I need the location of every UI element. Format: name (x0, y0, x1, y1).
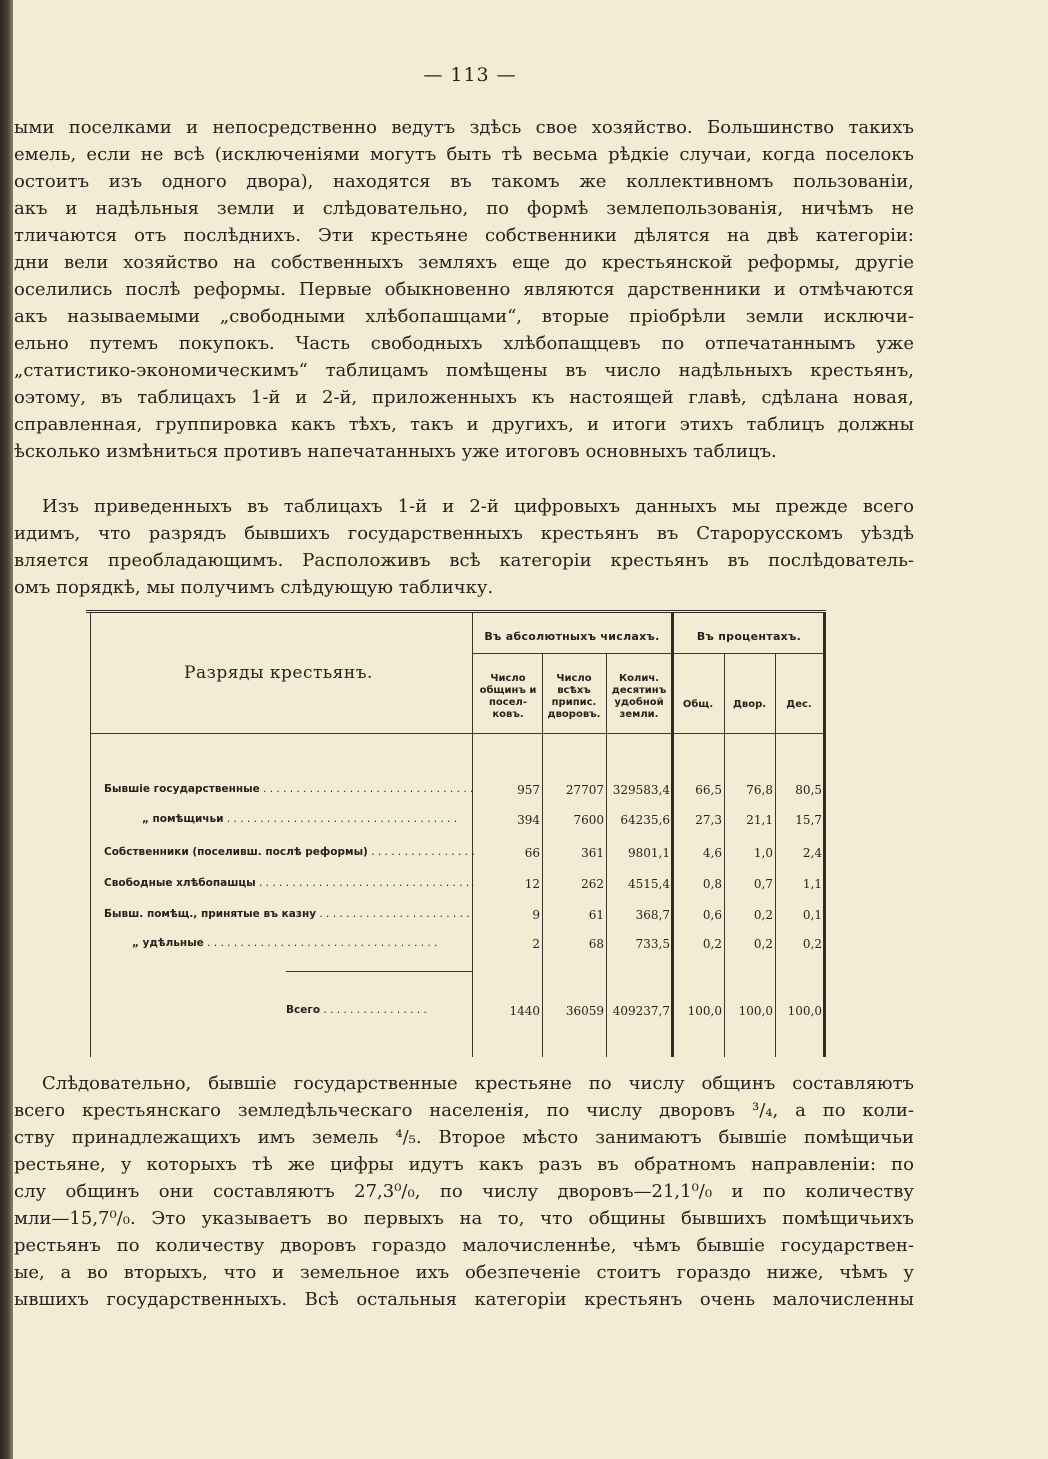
text-line: ству принадлежащихъ имъ земель ⁴/₅. Второе мѣсто занимаютъ бывшіе помѣщичьи (14, 1127, 914, 1148)
cell-pct-communities: 0,8 (702, 877, 722, 891)
cell-pct-communities: 0,6 (702, 908, 722, 922)
text-line: акъ называемыми „свободными хлѣбопашцами“, вторые пріобрѣли земли исключи- (14, 306, 914, 327)
text-line: „статистико-экономическимъ“ таблицамъ помѣщены въ число надѣльныхъ крестьянъ, (14, 360, 914, 381)
table-row (86, 783, 826, 803)
cell-land: 368,7 (635, 908, 670, 922)
cell-households: 68 (588, 937, 604, 951)
text-line: дни вели хозяйство на собственныхъ земляхъ еще до крестьянской реформы, другіе (14, 252, 914, 273)
col-header-pct-land: Дес. (786, 699, 812, 710)
text-line: слу общинъ они составляютъ 27,3⁰/₀, по числу дворовъ—21,1⁰/₀ и по количеству (14, 1181, 914, 1202)
cell-pct-land: 1,1 (802, 877, 822, 891)
table-row (86, 908, 826, 928)
cell-pct-communities: 66,5 (695, 783, 722, 797)
paragraph-2 (14, 493, 914, 601)
group-header-absolute: Въ абсолютныхъ числахъ. (484, 630, 660, 643)
text-line: идимъ, что разрядъ бывшихъ государственныхъ крестьянъ въ Старорусскомъ уѣздѣ (14, 523, 914, 544)
cell-households: 361 (581, 846, 604, 860)
cell-pct-communities: 0,2 (702, 937, 722, 951)
table-border-right (823, 613, 826, 1057)
text-line: рестьянъ по количеству дворовъ гораздо малочисленнѣе, чѣмъ бывшіе государствен- (14, 1235, 914, 1256)
cell-households: 262 (581, 877, 604, 891)
col-header-communities: Число общинъ и посел- ковъ. (479, 673, 537, 720)
col-header-pct-households: Двор. (732, 699, 767, 710)
cell-communities: 9 (532, 908, 540, 922)
row-label: Свободные хлѣбопашцы (104, 877, 256, 889)
col-header-land: Колич. десятинъ удобной земли. (611, 673, 667, 720)
text-line: вляется преобладающимъ. Расположивъ всѣ категоріи крестьянъ въ послѣдователь- (14, 550, 914, 571)
text-line: ыми поселками и непосредственно ведутъ здѣсь свое хозяйство. Большинство такихъ (14, 117, 914, 138)
total-rule (286, 971, 472, 972)
cell-land: 9801,1 (628, 846, 670, 860)
cell-pct-households: 1,0 (753, 846, 773, 860)
row-label: Бывшіе государственные (104, 783, 260, 795)
cell-land: 733,5 (635, 937, 670, 951)
cell-pct-households: 76,8 (746, 783, 773, 797)
cell-communities: 2 (532, 937, 540, 951)
cell-households: 7600 (573, 813, 604, 827)
cell-land: 64235,6 (620, 813, 670, 827)
text-line: тличаются отъ послѣднихъ. Эти крестьяне собственники дѣлятся на двѣ категоріи: (14, 225, 914, 246)
header-bottom-rule (90, 733, 824, 734)
text-line: акъ и надѣльныя земли и слѣдовательно, по формѣ землепользованія, ничѣмъ не (14, 198, 914, 219)
text-line: Слѣдовательно, бывшіе государственные крестьяне по числу общинъ составляютъ (42, 1073, 914, 1094)
cell-land: 4515,4 (628, 877, 670, 891)
cell-pct-households: 0,7 (753, 877, 773, 891)
page-number: — 113 — (423, 64, 517, 86)
cell-households: 27707 (565, 783, 604, 797)
text-line: рестьяне, у которыхъ тѣ же цифры идутъ какъ разъ въ обратномъ направленіи: по (14, 1154, 914, 1175)
cell-pct-land: 100,0 (787, 1004, 822, 1018)
cell-households: 36059 (565, 1004, 604, 1018)
cell-pct-households: 100,0 (738, 1004, 773, 1018)
header-divider (472, 653, 824, 654)
cell-pct-land: 0,1 (802, 908, 822, 922)
cell-pct-land: 0,2 (802, 937, 822, 951)
text-line: Изъ приведенныхъ въ таблицахъ 1-й и 2-й цифровыхъ данныхъ мы прежде всего (42, 496, 914, 517)
paragraph-1 (14, 114, 914, 465)
col-header-households: Число всѣхъ припис. дворовъ. (547, 673, 601, 720)
cell-pct-communities: 100,0 (687, 1004, 722, 1018)
text-line: омъ порядкѣ, мы получимъ слѣдующую табличку. (14, 577, 494, 598)
cell-pct-land: 2,4 (802, 846, 822, 860)
table-row (86, 937, 826, 957)
table-row (86, 846, 826, 866)
cell-pct-households: 0,2 (753, 908, 773, 922)
table-row (86, 813, 826, 833)
row-label: „ помѣщичьи (142, 813, 224, 825)
text-line: оэтому, въ таблицахъ 1-й и 2-й, приложенныхъ къ настоящей главѣ, сдѣлана новая, (14, 387, 914, 408)
cell-pct-communities: 27,3 (695, 813, 722, 827)
cell-pct-households: 0,2 (753, 937, 773, 951)
cell-communities: 12 (524, 877, 540, 891)
categories-header: Разряды крестьянъ. (184, 663, 373, 683)
text-line: ѣсколько измѣниться противъ напечатанныхъ уже итоговъ основныхъ таблицъ. (14, 441, 777, 462)
cell-communities: 957 (517, 783, 540, 797)
cell-pct-land: 80,5 (795, 783, 822, 797)
table-row (86, 877, 826, 897)
text-line: оселились послѣ реформы. Первые обыкновенно являются дарственники и отмѣчаются (14, 279, 914, 300)
cell-communities: 1440 (509, 1004, 540, 1018)
table-total-row (86, 1004, 826, 1024)
text-line: емель, если не всѣ (исключеніями могутъ быть тѣ весьма рѣдкіе случаи, когда поселокъ (14, 144, 914, 165)
cell-land: 329583,4 (612, 783, 670, 797)
text-line: остоитъ изъ одного двора), находятся въ такомъ же коллективномъ пользованіи, (14, 171, 914, 192)
paragraph-3 (14, 1070, 914, 1313)
row-label: Всего (286, 1004, 321, 1016)
text-line: ые, а во вторыхъ, что и земельное ихъ обезпеченіе стоитъ гораздо ниже, чѣмъ у (14, 1262, 914, 1283)
cell-land: 409237,7 (612, 1004, 670, 1018)
text-line: ельно путемъ покупокъ. Часть свободныхъ хлѣбопащцевъ по отпечатаннымъ уже (14, 333, 914, 354)
col-header-pct-communities: Общ. (682, 699, 714, 710)
text-line: всего крестьянскаго земледѣльческаго населенія, по числу дворовъ ³/₄, а по коли- (14, 1100, 914, 1121)
peasant-categories-table (86, 610, 826, 1057)
cell-households: 61 (588, 908, 604, 922)
cell-communities: 66 (524, 846, 540, 860)
cell-pct-land: 15,7 (795, 813, 822, 827)
cell-pct-households: 21,1 (746, 813, 773, 827)
column-divider (472, 613, 473, 1057)
group-header-percent: Въ процентахъ. (696, 630, 802, 643)
text-line: мли—15,7⁰/₀. Это указываетъ во первыхъ на то, что общины бывшихъ помѣщичьихъ (14, 1208, 914, 1229)
text-line: ывшихъ государственныхъ. Всѣ остальныя категоріи крестьянъ очень малочисленны (14, 1289, 914, 1310)
text-line: справленная, группировка какъ тѣхъ, такъ и другихъ, и итоги этихъ таблицъ должны (14, 414, 914, 435)
row-label: „ удѣльные (132, 937, 204, 949)
book-spine-shadow (0, 0, 13, 1459)
cell-communities: 394 (517, 813, 540, 827)
cell-pct-communities: 4,6 (702, 846, 722, 860)
row-label: Бывш. помѣщ., принятые въ казну (104, 908, 317, 920)
row-label: Собственники (поселивш. послѣ реформы) (104, 846, 368, 858)
